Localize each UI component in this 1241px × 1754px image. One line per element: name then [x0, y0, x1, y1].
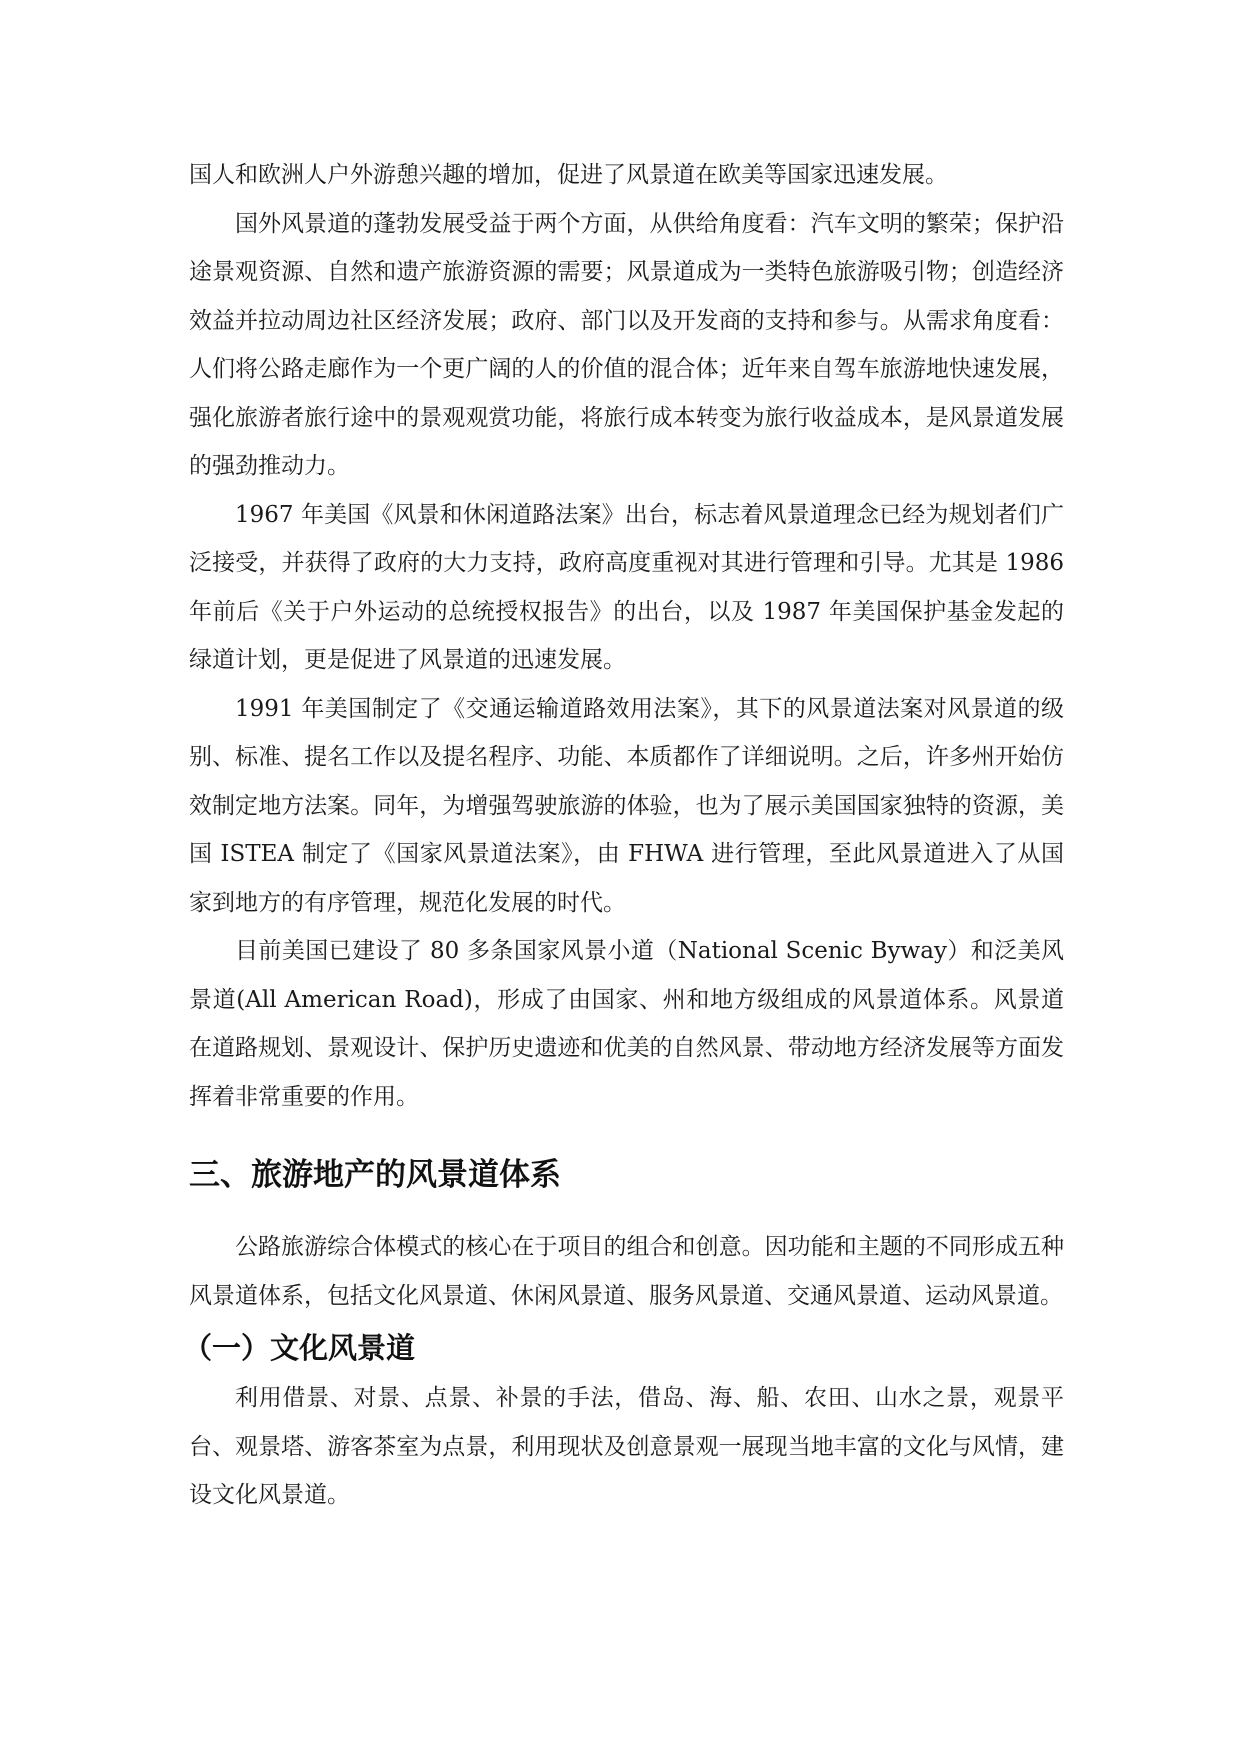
paragraph-section-intro: 公路旅游综合体模式的核心在于项目的组合和创意。因功能和主题的不同形成五种风景道体系，包括文化风景道、休闲风景道、服务风景道、交通风景道、运动风景道。 [189, 1234, 1064, 1309]
paragraph-continuation: 国人和欧洲人户外游憩兴趣的增加，促进了风景道在欧美等国家迅速发展。 [189, 162, 948, 188]
paragraph-development-factors: 国外风景道的蓬勃发展受益于两个方面，从供给角度看：汽车文明的繁荣；保护沿途景观资源、自然和遗产旅游资源的需要；风景道成为一类特色旅游吸引物；创造经济效益并拉动周边社区经济发展；政府、部门以及开发商的支持和参与。从需求角度看：人们将公路走廊作为一个更广阔的人的价值的混合体；近年来自驾车旅游地快速发展，强化旅游者旅行途中的景观观赏功能，将旅行成本转变为旅行收益成本，是风景道发展的强劲推动力。 [189, 210, 1064, 479]
sub-heading-cultural-byway: （一）文化风景道 [183, 1331, 416, 1365]
paragraph-1967-act: 1967 年美国《风景和休闲道路法案》出台，标志着风景道理念已经为规划者们广泛接受，并获得了政府的大力支持，政府高度重视对其进行管理和引导。尤其是 1986 年前后《关于户外运动的总统授权报告》的出台，以及 1987 年美国保护基金发起的绿道计划，更是促进了风景道的迅速发展。 [189, 501, 1064, 673]
paragraph-current-status: 目前美国已建设了 80 多条国家风景小道（National Scenic Byway）和泛美风景道(All American Road)，形成了由国家、州和地方级组成的风景道体系。风景道在道路规划、景观设计、保护历史遗迹和优美的自然风景、带动地方经济发展等方面发挥着非常重要的作用。 [189, 938, 1064, 1110]
document-body [183, 151, 1064, 1520]
paragraph-cultural-byway: 利用借景、对景、点景、补景的手法，借岛、海、船、农田、山水之景，观景平台、观景塔、游客茶室为点景，利用现状及创意景观一展现当地丰富的文化与风情，建设文化风景道。 [189, 1385, 1064, 1508]
paragraph-1991-act: 1991 年美国制定了《交通运输道路效用法案》，其下的风景道法案对风景道的级别、标准、提名工作以及提名程序、功能、本质都作了详细说明。之后，许多州开始仿效制定地方法案。同年，为增强驾驶旅游的体验，也为了展示美国国家独特的资源，美国 ISTEA 制定了《国家风景道法案》，由 FHWA 进行管理，至此风景道进入了从国家到地方的有序管理，规范化发展的时代。 [189, 695, 1064, 916]
section-heading: 三、旅游地产的风景道体系 [189, 1157, 561, 1193]
